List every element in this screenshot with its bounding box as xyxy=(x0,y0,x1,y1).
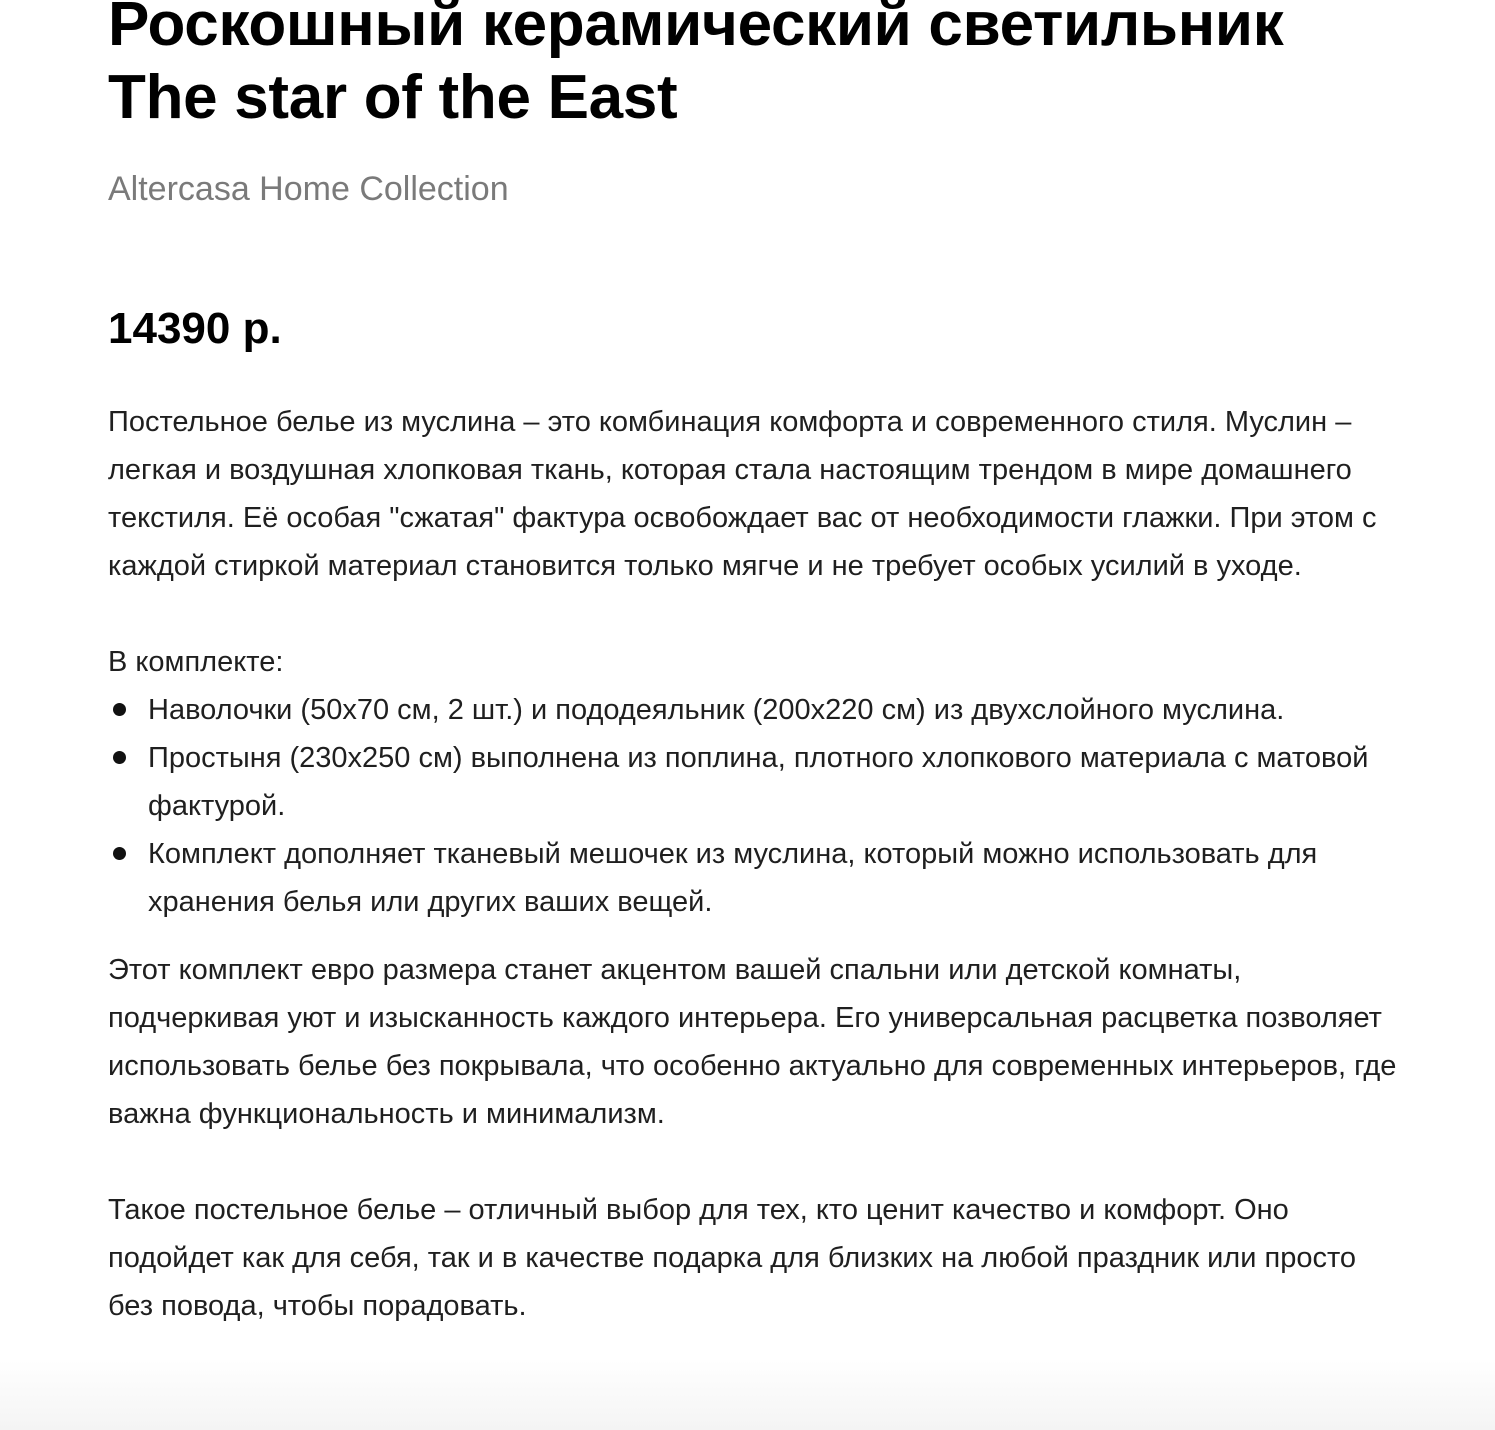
kit-item-text: Комплект дополняет тканевый мешочек из муслина, который можно использовать для хранения белья или других ваших вещей. xyxy=(148,838,1318,918)
description-paragraph-2: Этот комплект евро размера станет акцентом вашей спальни или детской комнаты, подчеркивая уют и изысканность каждого интерьера. Его универсальная расцветка позволяет использовать белье без покрывала, что особенно актуально для современных интерьеров, где важна функциональность и минимализм. xyxy=(108,954,1397,1130)
product-title xyxy=(108,0,1408,134)
kit-list xyxy=(108,686,1408,926)
product-price: 14390 р. xyxy=(108,304,282,353)
kit-item-text: Наволочки (50х70 см, 2 шт.) и пододеяльник (200х220 см) из двухслойного муслина. xyxy=(148,694,1285,726)
list-item xyxy=(108,734,1408,830)
product-page xyxy=(108,0,1408,1330)
kit-item-text: Простыня (230х250 см) выполнена из поплина, плотного хлопкового материала с матовой фактурой. xyxy=(148,742,1369,822)
bullet-icon xyxy=(113,703,126,716)
description-intro: Постельное белье из муслина – это комбинация комфорта и современного стиля. Муслин – легкая и воздушная хлопковая ткань, которая стала настоящим трендом в мире домашнего текстиля. Её особая "сжатая" фактура освобождает вас от необходимости глажки. При этом с каждой стиркой материал становится только мягче и не требует особых усилий в уходе. xyxy=(108,406,1377,582)
product-title-line-1: Роскошный керамический светильник xyxy=(108,0,1284,59)
list-item xyxy=(108,686,1408,734)
list-item xyxy=(108,830,1408,926)
bullet-icon xyxy=(113,751,126,764)
bottom-fade-overlay xyxy=(0,1360,1495,1430)
brand-name: Altercasa Home Collection xyxy=(108,170,509,208)
kit-label: В комплекте: xyxy=(108,646,284,678)
product-title-line-2: The star of the East xyxy=(108,63,678,132)
description-paragraph-3: Такое постельное белье – отличный выбор для тех, кто ценит качество и комфорт. Оно подойдет как для себя, так и в качестве подарка для близких на любой праздник или просто без повода, чтобы порадовать. xyxy=(108,1194,1357,1322)
bullet-icon xyxy=(113,847,126,860)
